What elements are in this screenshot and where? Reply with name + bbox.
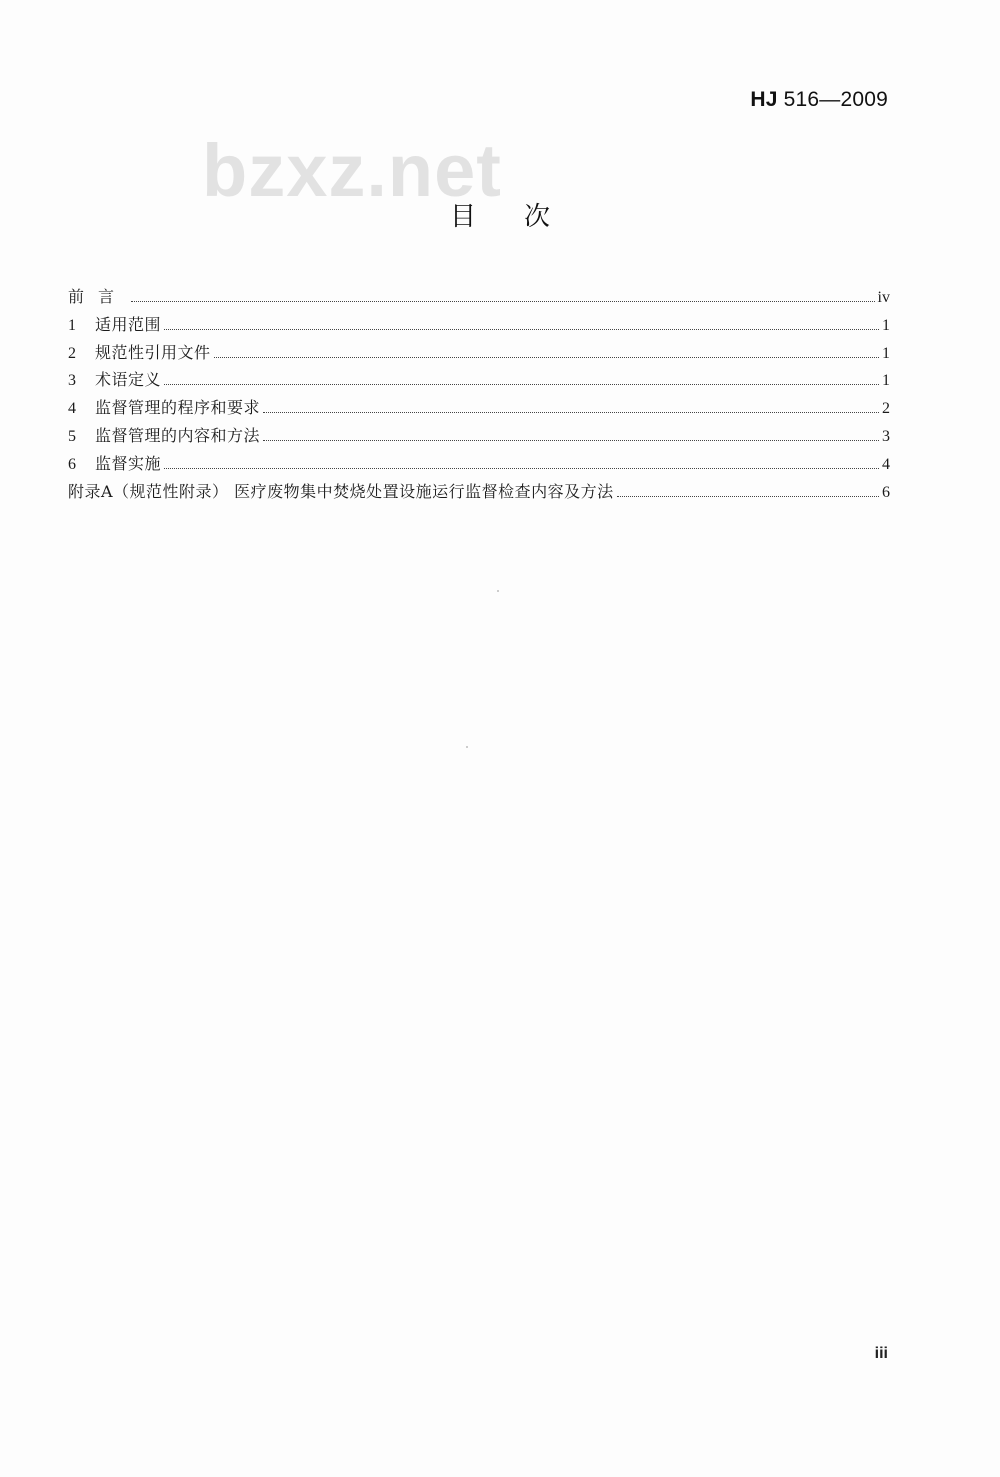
toc-entry-label: 前言 xyxy=(68,287,129,306)
toc-leader-dots xyxy=(263,439,879,441)
toc-leader-dots xyxy=(164,467,879,469)
toc-entry-number: 6 xyxy=(68,455,76,473)
toc-entry-number: 5 xyxy=(68,427,76,445)
toc-entry-number: 3 xyxy=(68,372,76,390)
toc-entry-label: 监督实施 xyxy=(95,453,162,473)
toc-entry-page: 1 xyxy=(882,372,890,390)
toc-entry-page: 6 xyxy=(882,483,890,501)
toc-entry-number: 2 xyxy=(68,344,76,362)
toc-entry-label: 附录A（规范性附录） 医疗废物集中焚烧处置设施运行监督检查内容及方法 xyxy=(68,481,614,501)
standard-code-prefix: HJ xyxy=(750,88,778,111)
standard-code xyxy=(750,88,888,112)
toc-entry-label: 监督管理的内容和方法 xyxy=(95,425,261,445)
toc-entry-label: 规范性引用文件 xyxy=(95,342,211,362)
toc-leader-dots xyxy=(164,383,879,385)
toc-entry-page: 4 xyxy=(882,455,890,473)
toc-entry-number: 1 xyxy=(68,316,76,334)
toc-entry-number: 4 xyxy=(68,400,76,418)
page-number: iii xyxy=(874,1345,888,1362)
toc-entry-normative-references[interactable] xyxy=(68,340,890,368)
toc-title: 目次 xyxy=(449,202,598,232)
toc-entry-terms[interactable] xyxy=(68,367,890,395)
scan-speck xyxy=(466,746,468,748)
toc-entry-content-methods[interactable] xyxy=(68,423,890,451)
toc-leader-dots xyxy=(263,411,879,413)
toc-entry-page: 1 xyxy=(882,316,890,334)
toc-entry-page: 1 xyxy=(882,344,890,362)
standard-code-number: 516—2009 xyxy=(783,88,888,111)
toc-leader-dots xyxy=(617,495,879,497)
toc-entry-implementation[interactable] xyxy=(68,451,890,479)
toc-entry-label: 术语定义 xyxy=(95,370,162,390)
toc-entry-appendix-a[interactable] xyxy=(68,479,890,507)
toc-leader-dots xyxy=(131,300,875,302)
toc-entry-page: iv xyxy=(877,289,890,306)
toc-entry-scope[interactable] xyxy=(68,312,890,340)
toc-entry-page: 2 xyxy=(882,400,890,418)
toc-entry-label: 适用范围 xyxy=(95,314,162,334)
toc-entry-foreword[interactable] xyxy=(68,284,890,312)
scan-speck xyxy=(497,590,499,592)
toc-entry-procedures[interactable] xyxy=(68,395,890,423)
toc-leader-dots xyxy=(164,328,879,330)
toc-leader-dots xyxy=(214,356,879,358)
watermark-logo: bzxz.net xyxy=(202,129,502,212)
table-of-contents xyxy=(68,284,890,506)
toc-entry-page: 3 xyxy=(882,427,890,445)
toc-entry-label: 监督管理的程序和要求 xyxy=(95,398,261,418)
